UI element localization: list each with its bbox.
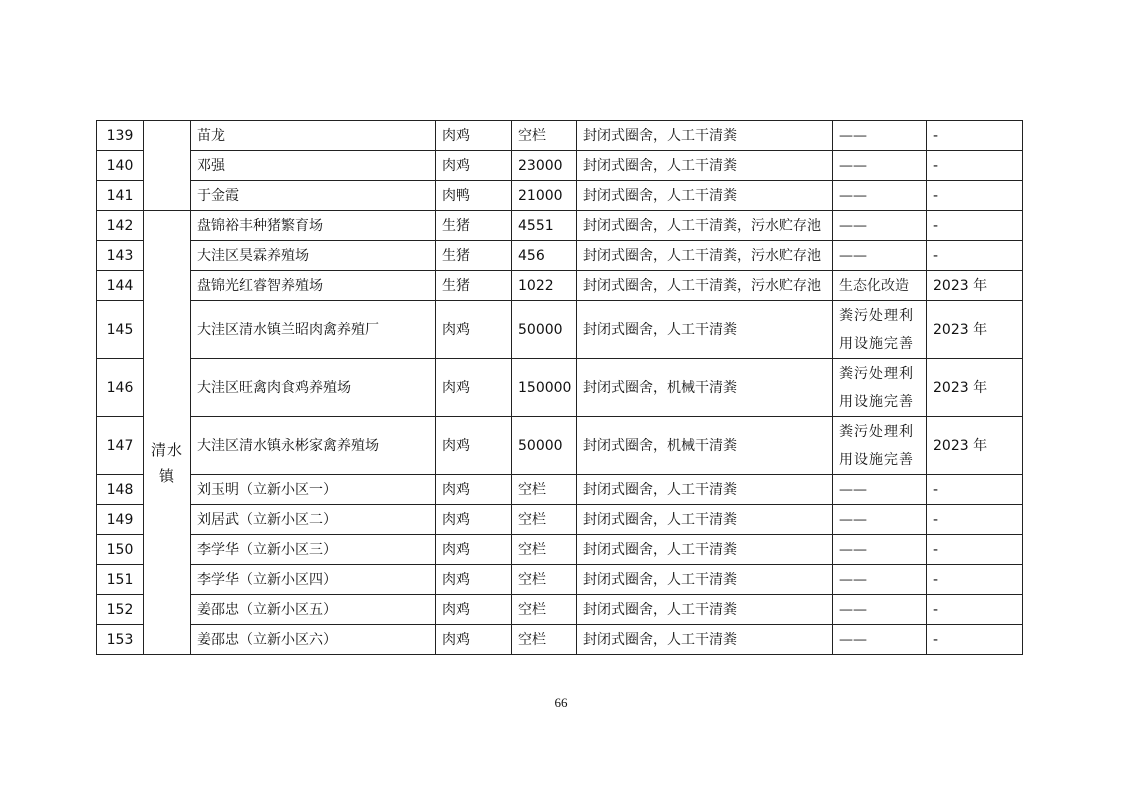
- stock-count-cell: 空栏: [512, 625, 577, 655]
- manure-measure-cell: 封闭式圈舍，人工干清粪: [577, 565, 833, 595]
- improvement-action-cell: ——: [833, 565, 927, 595]
- livestock-farm-table: [96, 120, 1023, 655]
- improvement-action-cell: ——: [833, 151, 927, 181]
- manure-measure-cell: 封闭式圈舍，人工干清粪: [577, 181, 833, 211]
- completion-year-cell: 2023 年: [927, 417, 1023, 475]
- stock-count-cell: 空栏: [512, 121, 577, 151]
- improvement-action-cell: ——: [833, 241, 927, 271]
- manure-measure-cell: 封闭式圈舍，人工干清粪: [577, 505, 833, 535]
- manure-measure-cell: 封闭式圈舍，机械干清粪: [577, 417, 833, 475]
- stock-count-cell: 空栏: [512, 565, 577, 595]
- improvement-action-cell: ——: [833, 535, 927, 565]
- livestock-type-cell: 肉鸡: [436, 417, 512, 475]
- farm-name-cell: 邓强: [191, 151, 436, 181]
- stock-count-cell: 空栏: [512, 595, 577, 625]
- farm-name-cell: 苗龙: [191, 121, 436, 151]
- improvement-action-cell: 粪污处理利用设施完善: [833, 301, 927, 359]
- improvement-action-cell: ——: [833, 475, 927, 505]
- town-cell: [144, 121, 191, 211]
- row-number-cell: 148: [97, 475, 144, 505]
- improvement-action-cell: 粪污处理利用设施完善: [833, 417, 927, 475]
- farm-name-cell: 姜邵忠（立新小区六）: [191, 625, 436, 655]
- farm-name-cell: 刘居武（立新小区二）: [191, 505, 436, 535]
- manure-measure-cell: 封闭式圈舍，人工干清粪: [577, 151, 833, 181]
- row-number-cell: 145: [97, 301, 144, 359]
- table-row: [97, 151, 1023, 181]
- row-number-cell: 147: [97, 417, 144, 475]
- row-number-cell: 150: [97, 535, 144, 565]
- table-row: [97, 181, 1023, 211]
- farm-name-cell: 李学华（立新小区三）: [191, 535, 436, 565]
- stock-count-cell: 21000: [512, 181, 577, 211]
- stock-count-cell: 23000: [512, 151, 577, 181]
- table-row: [97, 121, 1023, 151]
- farm-name-cell: 大洼区旺禽肉食鸡养殖场: [191, 359, 436, 417]
- town-label: 清水镇: [151, 440, 184, 485]
- improvement-action-cell: ——: [833, 121, 927, 151]
- farm-name-cell: 大洼区昊霖养殖场: [191, 241, 436, 271]
- livestock-type-cell: 肉鸡: [436, 301, 512, 359]
- livestock-type-cell: 生猪: [436, 241, 512, 271]
- improvement-action-cell: 生态化改造: [833, 271, 927, 301]
- table-row: [97, 565, 1023, 595]
- row-number-cell: 140: [97, 151, 144, 181]
- improvement-action-cell: 粪污处理利用设施完善: [833, 359, 927, 417]
- completion-year-cell: -: [927, 565, 1023, 595]
- table-row: [97, 417, 1023, 475]
- manure-measure-cell: 封闭式圈舍，人工干清粪，污水贮存池: [577, 241, 833, 271]
- completion-year-cell: 2023 年: [927, 271, 1023, 301]
- table-row: [97, 475, 1023, 505]
- livestock-type-cell: 肉鸡: [436, 595, 512, 625]
- row-number-cell: 139: [97, 121, 144, 151]
- completion-year-cell: -: [927, 241, 1023, 271]
- table-row: [97, 535, 1023, 565]
- row-number-cell: 142: [97, 211, 144, 241]
- row-number-cell: 144: [97, 271, 144, 301]
- livestock-type-cell: 肉鸡: [436, 625, 512, 655]
- farm-name-cell: 大洼区清水镇兰昭肉禽养殖厂: [191, 301, 436, 359]
- stock-count-cell: 50000: [512, 417, 577, 475]
- livestock-type-cell: 肉鸡: [436, 121, 512, 151]
- stock-count-cell: 空栏: [512, 535, 577, 565]
- stock-count-cell: 456: [512, 241, 577, 271]
- page-number: 66: [554, 695, 568, 710]
- stock-count-cell: 4551: [512, 211, 577, 241]
- table-row: [97, 359, 1023, 417]
- table-row: [97, 625, 1023, 655]
- town-cell: [144, 211, 191, 655]
- stock-count-cell: 空栏: [512, 475, 577, 505]
- manure-measure-cell: 封闭式圈舍，人工干清粪: [577, 535, 833, 565]
- completion-year-cell: -: [927, 625, 1023, 655]
- manure-measure-cell: 封闭式圈舍，机械干清粪: [577, 359, 833, 417]
- row-number-cell: 152: [97, 595, 144, 625]
- manure-measure-cell: 封闭式圈舍，人工干清粪: [577, 301, 833, 359]
- manure-measure-cell: 封闭式圈舍，人工干清粪: [577, 121, 833, 151]
- table-row: [97, 505, 1023, 535]
- completion-year-cell: 2023 年: [927, 359, 1023, 417]
- livestock-type-cell: 肉鸡: [436, 475, 512, 505]
- farm-name-cell: 盘锦裕丰种猪繁育场: [191, 211, 436, 241]
- livestock-type-cell: 肉鸡: [436, 565, 512, 595]
- livestock-type-cell: 肉鸡: [436, 505, 512, 535]
- farm-name-cell: 姜邵忠（立新小区五）: [191, 595, 436, 625]
- completion-year-cell: -: [927, 211, 1023, 241]
- row-number-cell: 151: [97, 565, 144, 595]
- table-row: [97, 241, 1023, 271]
- stock-count-cell: 50000: [512, 301, 577, 359]
- completion-year-cell: 2023 年: [927, 301, 1023, 359]
- row-number-cell: 143: [97, 241, 144, 271]
- improvement-action-cell: ——: [833, 181, 927, 211]
- improvement-action-cell: ——: [833, 595, 927, 625]
- livestock-type-cell: 生猪: [436, 211, 512, 241]
- livestock-type-cell: 肉鸡: [436, 151, 512, 181]
- stock-count-cell: 空栏: [512, 505, 577, 535]
- farm-name-cell: 李学华（立新小区四）: [191, 565, 436, 595]
- improvement-action-cell: ——: [833, 505, 927, 535]
- completion-year-cell: -: [927, 475, 1023, 505]
- table-row: [97, 271, 1023, 301]
- table-row: [97, 595, 1023, 625]
- row-number-cell: 149: [97, 505, 144, 535]
- stock-count-cell: 150000: [512, 359, 577, 417]
- livestock-type-cell: 肉鸭: [436, 181, 512, 211]
- livestock-type-cell: 肉鸡: [436, 535, 512, 565]
- manure-measure-cell: 封闭式圈舍，人工干清粪，污水贮存池: [577, 271, 833, 301]
- improvement-action-cell: ——: [833, 211, 927, 241]
- manure-measure-cell: 封闭式圈舍，人工干清粪: [577, 475, 833, 505]
- farm-name-cell: 大洼区清水镇永彬家禽养殖场: [191, 417, 436, 475]
- completion-year-cell: -: [927, 505, 1023, 535]
- completion-year-cell: -: [927, 121, 1023, 151]
- table-body: [97, 121, 1023, 655]
- livestock-type-cell: 肉鸡: [436, 359, 512, 417]
- completion-year-cell: -: [927, 151, 1023, 181]
- manure-measure-cell: 封闭式圈舍，人工干清粪: [577, 595, 833, 625]
- manure-measure-cell: 封闭式圈舍，人工干清粪，污水贮存池: [577, 211, 833, 241]
- farm-name-cell: 盘锦光红睿智养殖场: [191, 271, 436, 301]
- completion-year-cell: -: [927, 595, 1023, 625]
- row-number-cell: 153: [97, 625, 144, 655]
- improvement-action-cell: ——: [833, 625, 927, 655]
- table-row: [97, 211, 1023, 241]
- stock-count-cell: 1022: [512, 271, 577, 301]
- livestock-type-cell: 生猪: [436, 271, 512, 301]
- manure-measure-cell: 封闭式圈舍，人工干清粪: [577, 625, 833, 655]
- row-number-cell: 146: [97, 359, 144, 417]
- row-number-cell: 141: [97, 181, 144, 211]
- completion-year-cell: -: [927, 181, 1023, 211]
- table-row: [97, 301, 1023, 359]
- farm-name-cell: 刘玉明（立新小区一）: [191, 475, 436, 505]
- completion-year-cell: -: [927, 535, 1023, 565]
- farm-name-cell: 于金霞: [191, 181, 436, 211]
